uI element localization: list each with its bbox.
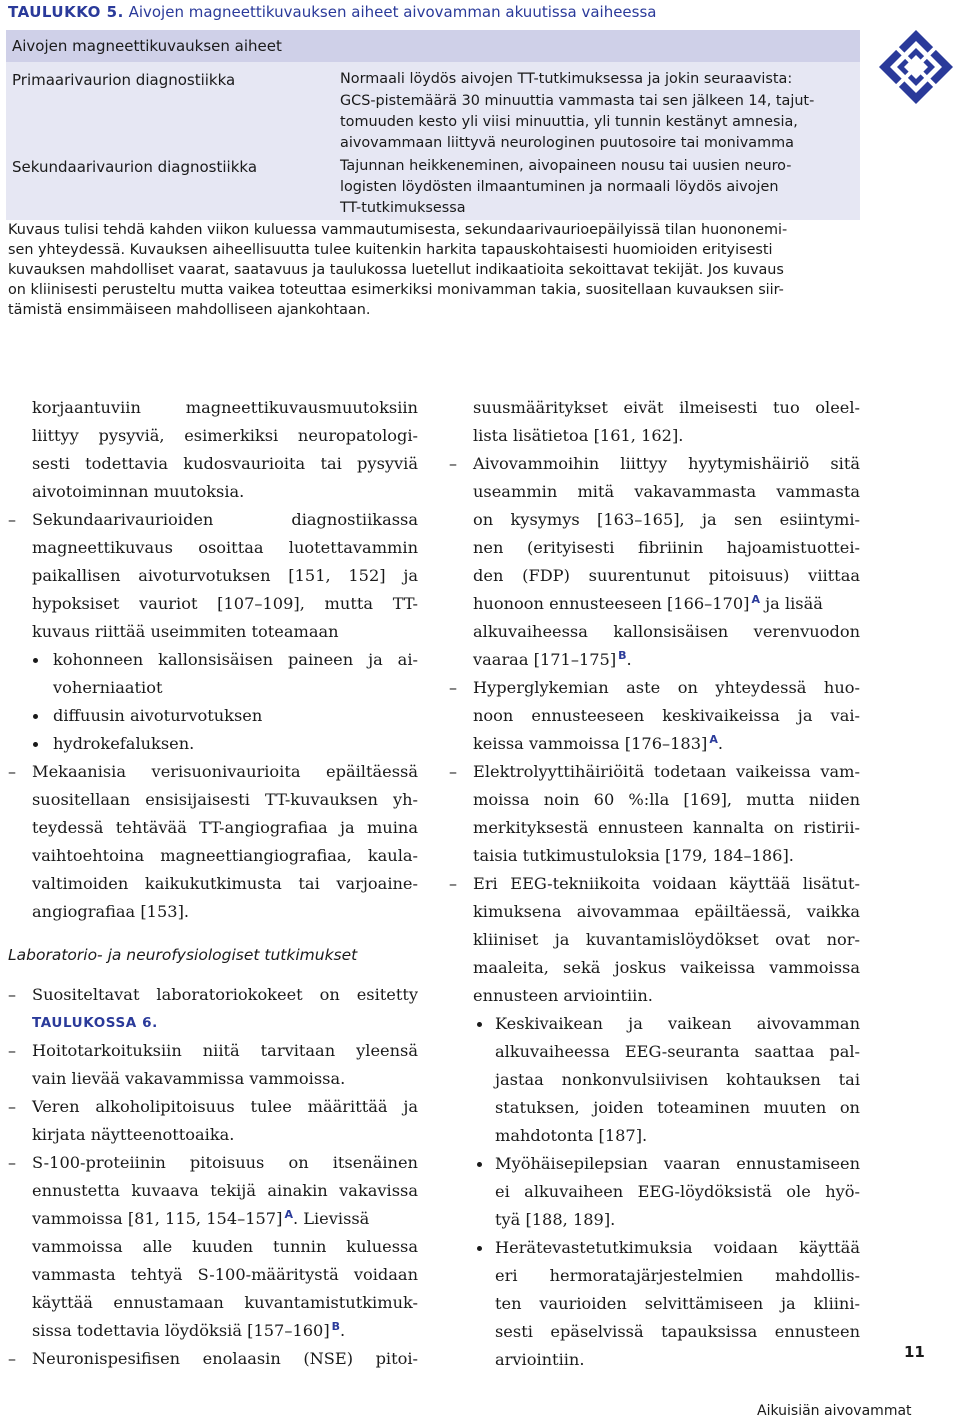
text-line: vammasta tehtyä S-100-määritystä voidaan	[32, 1265, 418, 1284]
text-line: Mekaanisia verisuonivaurioita epäiltäessä	[32, 762, 418, 781]
list-item: jastaa nonkonvulsiivisen kohtauksen tai	[495, 1070, 860, 1089]
table-note-line: tämistä ensimmäiseen mahdolliseen ajankohtaan.	[8, 302, 371, 318]
text-line: paikallisen aivoturvotuksen [151, 152] ja	[32, 566, 418, 585]
table-header	[6, 30, 860, 62]
text-line: liittyy pysyviä, esimerkiksi neuropatologi-	[32, 426, 418, 445]
text-line: Hoitotarkoituksiin niitä tarvitaan yleensä	[32, 1041, 418, 1060]
list-item: hydrokefaluksen.	[53, 734, 195, 753]
text-line: sesti todettavia kudosvaurioita tai pysyviä	[32, 454, 418, 473]
text-line: ennustetta kuvaava tekijä ainakin vakavissa	[32, 1181, 418, 1200]
diamond-logo-icon	[877, 28, 955, 106]
dash-marker: –	[449, 454, 457, 473]
bullet-icon	[33, 742, 38, 747]
text-line: käyttää ennustamaan kuvantamistutkimuk-	[32, 1293, 418, 1312]
row-text-line: TT-tutkimuksessa	[340, 200, 466, 216]
text-line: Sekundaarivaurioiden diagnostiikassa	[32, 510, 418, 529]
text-segment: .	[340, 1321, 346, 1340]
text-line: magneettikuvaus osoittaa luotettavammin	[32, 538, 418, 557]
list-item: Keskivaikean ja vaikean aivovamman	[495, 1014, 860, 1033]
list-item: tyä [188, 189].	[495, 1210, 616, 1229]
list-item: diffuusin aivoturvotuksen	[53, 706, 263, 725]
text-line: korjaantuviin magneettikuvausmuutoksiin	[32, 398, 418, 417]
text-line: kuvaus riittää useimmiten toteamaan	[32, 622, 339, 641]
bullet-icon	[33, 714, 38, 719]
dash-marker: –	[8, 1153, 16, 1172]
text-line: kirjata näytteenottoaika.	[32, 1125, 235, 1144]
text-line: suositellaan ensisijaisesti TT-kuvauksen yh-	[32, 790, 418, 809]
page-number: 11	[904, 1343, 925, 1361]
dash-marker: –	[8, 510, 16, 529]
text-segment: keissa vammoissa [176–183]	[473, 734, 708, 753]
text-line: on kysymys [163–165], ja sen esiintymi-	[473, 510, 860, 529]
dash-marker: –	[449, 762, 457, 781]
text-line	[32, 1317, 345, 1345]
dash-marker: –	[449, 678, 457, 697]
list-item: statuksen, joiden toteaminen muuten on	[495, 1098, 860, 1117]
text-line: suusmääritykset eivät ilmeisesti tuo oleel-	[473, 398, 860, 417]
text-segment: .	[626, 650, 632, 669]
row-text-line: Normaali löydös aivojen TT-tutkimuksessa ja jokin seuraavista:	[340, 71, 793, 87]
table-note-line: kuvauksen mahdolliset vaarat, saatavuus ja taulukossa luetellut indikaatioita sekoittavat tekijät. Jos kuvaus	[8, 262, 784, 278]
text-line: angiografiaa [153].	[32, 902, 190, 921]
text-line: kimuksena aivovammaa epäiltäessä, vaikka	[473, 902, 860, 921]
footer-title: Aikuisiän aivovammat	[757, 1403, 912, 1419]
text-line: lista lisätietoa [161, 162].	[473, 426, 684, 445]
text-line: useammin mitä vakavammasta vammasta	[473, 482, 860, 501]
text-line: teydessä tehtävää TT-angiografiaa ja muina	[32, 818, 418, 837]
list-item: sesti epäselvissä tapauksissa ennusteen	[495, 1322, 860, 1341]
list-item: Herätevastetutkimuksia voidaan käyttää	[495, 1238, 860, 1257]
list-item: eri hermoratajärjestelmien mahdollis-	[495, 1266, 860, 1285]
text-line: Elektrolyyttihäiriöitä todetaan vaikeissa vam-	[473, 762, 860, 781]
evidence-grade-badge: A	[284, 1208, 293, 1221]
evidence-grade-badge: A	[709, 733, 718, 746]
list-item: ei alkuvaiheen EEG-löydöksistä ole hyö-	[495, 1182, 860, 1201]
list-item: ten vaurioiden selvittämiseen ja kliini-	[495, 1294, 860, 1313]
text-line	[32, 1205, 369, 1233]
text-line: Suositeltavat laboratoriokokeet on esitetty	[32, 985, 418, 1004]
text-line: merkityksestä ennusteen kannalta on ristirii-	[473, 818, 860, 837]
row-label-secondary: Sekundaarivaurion diagnostiikka	[12, 158, 258, 176]
row-text-line: Tajunnan heikkeneminen, aivopaineen nousu tai uusien neuro-	[340, 158, 792, 174]
text-line: S-100-proteiinin pitoisuus on itsenäinen	[32, 1153, 418, 1172]
dash-marker: –	[8, 985, 16, 1004]
text-line: Hyperglykemian aste on yhteydessä huo-	[473, 678, 860, 697]
text-line: taisia tutkimustuloksia [179, 184–186].	[473, 846, 794, 865]
text-line: vaihtoehtoina magneettiangiografiaa, kaula-	[32, 846, 418, 865]
dash-marker: –	[8, 1041, 16, 1060]
text-segment: .	[717, 734, 723, 753]
text-segment: ja lisää	[759, 594, 823, 613]
text-segment: vammoissa [81, 115, 154–157]	[32, 1209, 283, 1228]
table-reference-link[interactable]: TAULUKOSSA 6.	[32, 1015, 158, 1031]
row-text-line: tomuuden kesto yli viisi minuuttia, yli tunnin kestänyt amnesia,	[340, 114, 798, 130]
text-line: vain lievää vakavammissa vammoissa.	[32, 1069, 346, 1088]
text-line: Neuronispesifisen enolaasin (NSE) pitoi-	[32, 1349, 418, 1368]
text-line: noon ennusteeseen keskivaikeissa ja vai-	[473, 706, 860, 725]
text-line	[473, 730, 723, 758]
text-line	[473, 646, 632, 674]
text-line: alkuvaiheessa kallonsisäisen verenvuodon	[473, 622, 860, 641]
text-segment: vaaraa [171–175]	[473, 650, 617, 669]
list-item: voherniaatiot	[53, 678, 163, 697]
bullet-icon	[477, 1246, 482, 1251]
text-line	[473, 590, 823, 618]
dash-marker: –	[449, 874, 457, 893]
list-item: alkuvaiheessa EEG-seuranta saattaa pal-	[495, 1042, 860, 1061]
evidence-grade-badge: B	[618, 649, 627, 662]
text-segment: sissa todettavia löydöksiä [157–160]	[32, 1321, 330, 1340]
text-line: ennusteen arviointiin.	[473, 986, 653, 1005]
bullet-icon	[33, 658, 38, 663]
dash-marker: –	[8, 1349, 16, 1368]
text-line: kliiniset ja kuvantamislöydökset ovat nor-	[473, 930, 860, 949]
dash-marker: –	[8, 1097, 16, 1116]
text-line: nen (erityisesti fibriinin hajoamistuottei-	[473, 538, 860, 557]
table-note-line: Kuvaus tulisi tehdä kahden viikon kuluessa vammautumisesta, sekundaarivaurioepäilyissä tilan huononemi-	[8, 222, 788, 238]
text-line: den (FDP) suurentunut pitoisuus) viittaa	[473, 566, 860, 585]
bullet-icon	[477, 1022, 482, 1027]
list-item: arviointiin.	[495, 1350, 585, 1369]
table-caption: Aivojen magneettikuvauksen aiheet aivovamman akuutissa vaiheessa	[128, 3, 657, 21]
row-text-line: aivovammaan liittyvä neurologinen puutosoire tai monivamma	[340, 135, 794, 151]
evidence-grade-badge: B	[331, 1320, 341, 1333]
text-line: maaleita, sekä joskus vaikeissa vammoissa	[473, 958, 860, 977]
section-heading: Laboratorio- ja neurofysiologiset tutkimukset	[8, 946, 358, 964]
table-title	[8, 3, 868, 21]
dash-marker: –	[8, 762, 16, 781]
list-item: mahdotonta [187].	[495, 1126, 648, 1145]
table-note-line: sen yhteydessä. Kuvauksen aiheellisuutta tulee kuitenkin harkita tapauskohtaisesti huomioiden erityisesti	[8, 242, 773, 258]
table-note-line: on kliinisesti perusteltu mutta vaikea toteuttaa esimerkiksi monivamman takia, suositellaan kuvauksen siir-	[8, 282, 784, 298]
text-segment: huonoon ennusteeseen [166–170]	[473, 594, 750, 613]
text-line: Veren alkoholipitoisuus tulee määrittää ja	[32, 1097, 418, 1116]
evidence-grade-badge: A	[751, 593, 760, 606]
list-item: Myöhäisepilepsian vaaran ennustamiseen	[495, 1154, 860, 1173]
text-line: aivotoiminnan muutoksia.	[32, 482, 245, 501]
text-line: Eri EEG-tekniikoita voidaan käyttää lisätut-	[473, 874, 860, 893]
text-segment: . Lievissä	[292, 1209, 370, 1228]
text-line: hypoksiset vauriot [107–109], mutta TT-	[32, 594, 418, 613]
table-body	[6, 62, 860, 220]
text-line: vammoissa alle kuuden tunnin kuluessa	[32, 1237, 418, 1256]
text-line: Aivovammoihin liittyy hyytymishäiriö sitä	[473, 454, 860, 473]
row-label-primary: Primaarivaurion diagnostiikka	[12, 71, 236, 89]
text-line: moissa noin 60 %:lla [169], mutta niiden	[473, 790, 860, 809]
text-line: valtimoiden kaikukutkimusta tai varjoaine-	[32, 874, 418, 893]
row-text-line: logisten löydösten ilmaantuminen ja normaali löydös aivojen	[340, 179, 779, 195]
table-label: TAULUKKO 5.	[8, 3, 124, 21]
table-header-text: Aivojen magneettikuvauksen aiheet	[12, 37, 282, 55]
row-text-line: GCS-pistemäärä 30 minuuttia vammasta tai sen jälkeen 14, tajut-	[340, 93, 815, 109]
list-item: kohonneen kallonsisäisen paineen ja ai-	[53, 650, 418, 669]
bullet-icon	[477, 1162, 482, 1167]
